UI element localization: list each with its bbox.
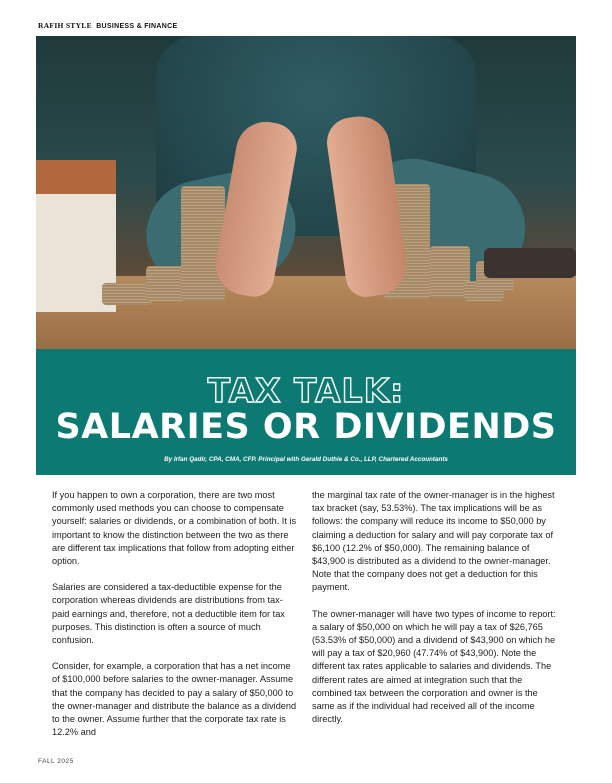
article-column-right <box>312 489 560 739</box>
page-header <box>38 21 177 30</box>
paragraph: Salaries are considered a tax-deductible expense for the corporation whereas dividends are distributions from tax-paid earnings and, therefore, not a deductible item for tax purposes. This distinction is often a source of much confusion. <box>52 582 285 646</box>
magazine-brand: RAFIH STYLE <box>38 21 92 30</box>
title-banner <box>36 349 576 475</box>
paragraph: Consider, for example, a corporation that has a net income of $100,000 before salaries to the owner-manager. Assume that the company has decided to pay a salary of $50,000 to the owner-manager and distribute the balance as a dividend to the owner. Assume further that the corporate tax rate is 12.2% and <box>52 661 297 738</box>
article-column-left <box>52 489 300 752</box>
hands-protecting-coin-stacks-image <box>36 36 576 349</box>
issue-footer: FALL 2025 <box>38 758 74 765</box>
author-byline: By Irfan Qadir, CPA, CMA, CFP. Principal with Gerald Duthie & Co., LLP, Chartered Accountants <box>164 456 448 463</box>
coin-stack <box>146 266 186 301</box>
house-model-roof <box>36 160 116 196</box>
paragraph: The owner-manager will have two types of income to report: a salary of $50,000 on which he will pay a tax of $26,765 (53.53% of $50,000) and a dividend of $43,900 on which he will pay a tax of $20,960 (47.74% of $43,900). Note the different tax rates applicable to salaries and dividends. The different rates are aimed at integration such that the combined tax between the corporation and owner is the same as if the individual had received all of the income directly. <box>312 608 556 725</box>
paragraph: If you happen to own a corporation, there are two most commonly used methods you can choose to compensate yourself: salaries or dividends, or a combination of both. It is important to know the distinction between the two as there are different tax implications that follow from adopting either option. <box>52 490 297 567</box>
calculator-object <box>484 248 576 278</box>
coin-stack <box>102 283 152 305</box>
paragraph: the marginal tax rate of the owner-manager is in the highest tax bracket (say, 53.53%). The tax implications will be as follows: the company will reduce its income to $50,000 by claiming a deduction for salary and will pay corporate tax of $6,100 (12.2% of $50,000). The remaining balance of $43,900 is distributed as a dividend to the owner-manager. Note that the company does not get a deduction for this payment. <box>312 490 555 593</box>
title-line-2: SALARIES OR DIVIDENDS <box>55 407 557 447</box>
section-name: BUSINESS & FINANCE <box>96 23 178 30</box>
title-line-1: TAX TALK: <box>207 371 405 410</box>
